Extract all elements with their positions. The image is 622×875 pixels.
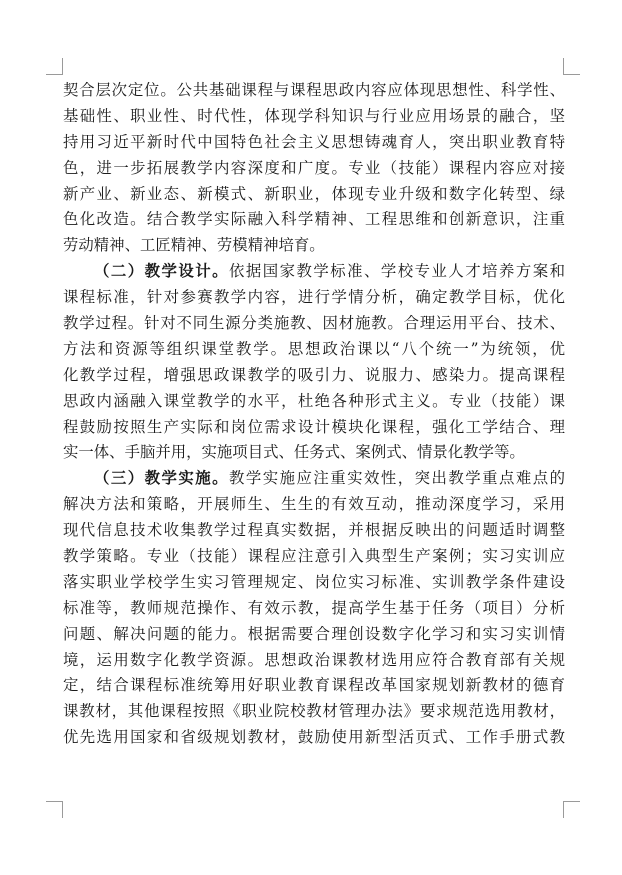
text-run: 依据国家教学标准、学校专业人才培养方案和 <box>229 262 565 281</box>
text-line: 标准等，教师规范操作、有效示教，提高学生基于任务（项目）分析 <box>63 598 565 617</box>
text-line: 课程标准，针对参赛教学内容，进行学情分析，确定教学目标，优化 <box>63 288 565 307</box>
text-line: 教学策略。专业（技能）课程应注意引入典型生产案例；实习实训应 <box>63 547 565 566</box>
text-line: 色，进一步拓展教学内容深度和广度。专业（技能）课程内容应对接 <box>63 158 565 177</box>
text-line: 实一体、手脑并用，实施项目式、任务式、案例式、情景化教学等。 <box>63 443 525 462</box>
paragraph-teaching-design <box>63 259 565 466</box>
text-line: 解决方法和策略，开展师生、生生的有效互动，推动深度学习，采用 <box>63 495 565 514</box>
paragraph-content-requirements <box>63 78 565 259</box>
text-line: 方法和资源等组织课堂教学。思想政治课以“八个统一”为统领，优 <box>63 339 565 358</box>
text-line <box>63 466 565 492</box>
margin-corner-bottom-left <box>46 801 63 818</box>
text-line: 思政内涵融入课堂教学的水平，杜绝各种形式主义。专业（技能）课 <box>63 391 565 410</box>
margin-corner-bottom-right <box>563 801 580 818</box>
text-line: 基础性、职业性、时代性，体现学科知识与行业应用场景的融合，坚 <box>63 106 565 125</box>
text-line: 落实职业学校学生实习管理规定、岗位实习标准、实训教学条件建设 <box>63 572 565 591</box>
section-heading: （三）教学实施。 <box>94 469 229 488</box>
text-line: 色化改造。结合教学实际融入科学精神、工程思维和创新意识，注重 <box>63 210 565 229</box>
text-line: 化教学过程，增强思政课教学的吸引力、说服力、感染力。提高课程 <box>63 365 565 384</box>
text-run: 教学实施应注重实效性，突出教学重点难点的 <box>229 469 565 488</box>
text-line: 现代信息技术收集教学过程真实数据，并根据反映出的问题适时调整 <box>63 521 565 540</box>
text-line: 新产业、新业态、新模式、新职业，体现专业升级和数字化转型、绿 <box>63 184 565 203</box>
text-line <box>63 259 565 285</box>
paragraph-teaching-implementation <box>63 466 565 751</box>
text-line: 教学过程。针对不同生源分类施教、因材施教。合理运用平台、技术、 <box>63 314 565 333</box>
text-line: 程鼓励按照生产实际和岗位需求设计模块化课程，强化工学结合、理 <box>63 417 565 436</box>
section-heading: （二）教学设计。 <box>94 262 229 281</box>
text-line: 劳动精神、工匠精神、劳模精神培育。 <box>63 236 325 255</box>
document-body <box>63 78 565 751</box>
text-line: 定，结合课程标准统筹用好职业教育课程改革国家规划新教材的德育 <box>63 676 565 695</box>
text-line: 契合层次定位。公共基础课程与课程思政内容应体现思想性、科学性、 <box>63 81 565 99</box>
margin-corner-top-left <box>46 58 63 75</box>
text-line: 问题、解决问题的能力。根据需要合理创设数字化学习和实习实训情 <box>63 624 565 643</box>
text-line: 境，运用数字化教学资源。思想政治课教材选用应符合教育部有关规 <box>63 650 565 669</box>
text-line: 课教材，其他课程按照《职业院校教材管理办法》要求规范选用教材， <box>63 702 565 721</box>
text-line: 优先选用国家和省级规划教材，鼓励使用新型活页式、工作手册式教 <box>63 728 565 747</box>
text-line: 持用习近平新时代中国特色社会主义思想铸魂育人，突出职业教育特 <box>63 132 565 151</box>
margin-corner-top-right <box>563 58 580 75</box>
